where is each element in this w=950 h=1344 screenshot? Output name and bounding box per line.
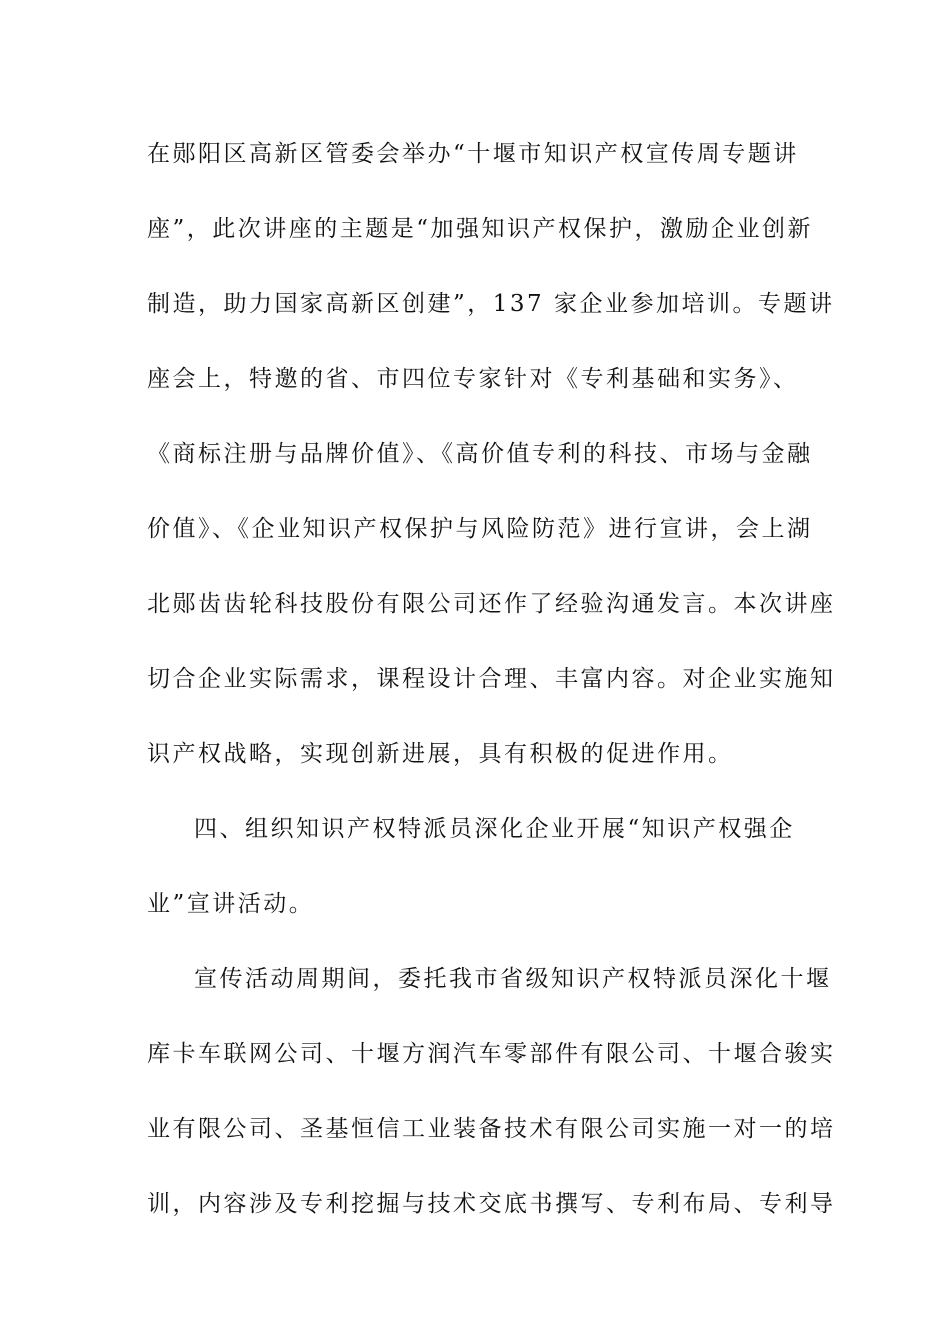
text-line: 切合企业实际需求，课程设计合理、丰富内容。对企业实施知 <box>147 666 836 692</box>
text-line: 价值》、《企业知识产权保护与风险防范》进行宣讲，会上湖 <box>147 516 813 542</box>
text-line: 训，内容涉及专利挖掘与技术交底书撰写、专利布局、专利导 <box>147 1191 836 1217</box>
text-line: 业有限公司、圣基恒信工业装备技术有限公司实施一对一的培 <box>147 1116 836 1142</box>
section-heading-line: 四、组织知识产权特派员深化企业开展“知识产权强企 <box>194 816 795 842</box>
text-line: 库卡车联网公司、十堰方润汽车零部件有限公司、十堰合骏实 <box>147 1041 836 1067</box>
text-line: 在郧阳区高新区管委会举办“十堰市知识产权宣传周专题讲 <box>147 141 799 167</box>
text-line: 制造，助力国家高新区创建”，137 家企业参加培训。专题讲 <box>147 291 835 317</box>
text-line: 北郧齿齿轮科技股份有限公司还作了经验沟通发言。本次讲座 <box>147 591 836 617</box>
section-heading-line: 业”宣讲活动。 <box>147 891 315 917</box>
document-body <box>147 130 836 1255</box>
text-line: 识产权战略，实现创新进展，具有积极的促进作用。 <box>147 741 734 767</box>
text-line: 座”，此次讲座的主题是“加强知识产权保护，激励企业创新 <box>147 216 814 242</box>
text-line: 宣传活动周期间，委托我市省级知识产权特派员深化十堰 <box>194 966 832 992</box>
text-line: 座会上，特邀的省、市四位专家针对《专利基础和实务》、 <box>147 366 799 392</box>
text-line: 《商标注册与品牌价值》、《高价值专利的科技、市场与金融 <box>147 441 813 467</box>
